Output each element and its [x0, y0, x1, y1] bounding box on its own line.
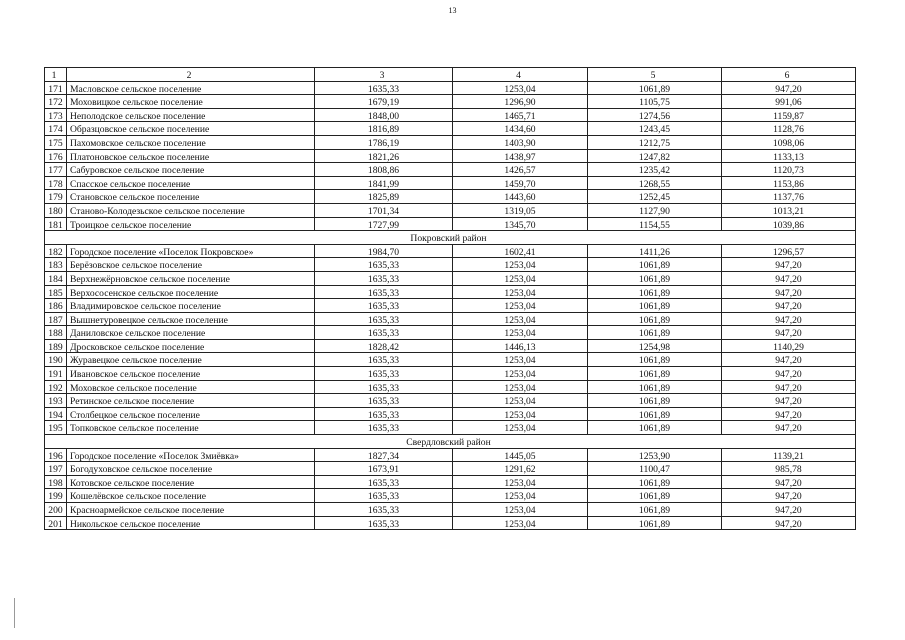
value-col-5: 1061,89 [588, 367, 722, 381]
table-row [45, 285, 856, 299]
value-col-4: 1291,62 [453, 462, 588, 476]
row-number: 193 [45, 394, 67, 408]
settlement-name: Даниловское сельское поселение [67, 326, 315, 340]
value-col-5: 1061,89 [588, 489, 722, 503]
value-col-4: 1403,90 [453, 135, 588, 149]
settlement-name: Вышнетуровецкое сельское поселение [67, 312, 315, 326]
scan-edge-mark [14, 598, 15, 628]
header-cell: 3 [315, 68, 453, 82]
settlement-name: Красноармейское сельское поселение [67, 503, 315, 517]
table-row [45, 258, 856, 272]
settlement-name: Кошелёвское сельское поселение [67, 489, 315, 503]
row-number: 176 [45, 149, 67, 163]
row-number: 184 [45, 271, 67, 285]
row-number: 189 [45, 339, 67, 353]
value-col-4: 1438,97 [453, 149, 588, 163]
value-col-4: 1253,04 [453, 503, 588, 517]
value-col-6: 1137,76 [722, 190, 856, 204]
header-cell: 2 [67, 68, 315, 82]
value-col-5: 1061,89 [588, 81, 722, 95]
value-col-4: 1253,04 [453, 489, 588, 503]
tariff-table [44, 67, 856, 530]
value-col-3: 1635,33 [315, 258, 453, 272]
table-row [45, 380, 856, 394]
value-col-4: 1253,04 [453, 258, 588, 272]
value-col-3: 1848,00 [315, 108, 453, 122]
row-number: 187 [45, 312, 67, 326]
value-col-3: 1635,33 [315, 503, 453, 517]
value-col-3: 1679,19 [315, 95, 453, 109]
value-col-6: 1133,13 [722, 149, 856, 163]
value-col-5: 1127,90 [588, 203, 722, 217]
value-col-6: 947,20 [722, 285, 856, 299]
value-col-6: 947,20 [722, 326, 856, 340]
settlement-name: Платоновское сельское поселение [67, 149, 315, 163]
value-col-3: 1827,34 [315, 448, 453, 462]
value-col-6: 947,20 [722, 81, 856, 95]
value-col-6: 947,20 [722, 489, 856, 503]
settlement-name: Ретинское сельское поселение [67, 394, 315, 408]
settlement-name: Богодуховское сельское поселение [67, 462, 315, 476]
settlement-name: Моховское сельское поселение [67, 380, 315, 394]
settlement-name: Верхососенское сельское поселение [67, 285, 315, 299]
table-row [45, 163, 856, 177]
table-row [45, 421, 856, 435]
value-col-6: 1140,29 [722, 339, 856, 353]
settlement-name: Городское поселение «Поселок Змиёвка» [67, 448, 315, 462]
table-row [45, 407, 856, 421]
table-row [45, 217, 856, 231]
value-col-6: 947,20 [722, 258, 856, 272]
table-row [45, 475, 856, 489]
settlement-name: Столбецкое сельское поселение [67, 407, 315, 421]
table-row [45, 149, 856, 163]
row-number: 178 [45, 176, 67, 190]
table-row [45, 95, 856, 109]
table-row [45, 516, 856, 530]
settlement-name: Моховицкое сельское поселение [67, 95, 315, 109]
value-col-4: 1253,04 [453, 407, 588, 421]
table-row [45, 448, 856, 462]
row-number: 190 [45, 353, 67, 367]
settlement-name: Становское сельское поселение [67, 190, 315, 204]
table-row [45, 462, 856, 476]
row-number: 186 [45, 299, 67, 313]
row-number: 191 [45, 367, 67, 381]
value-col-6: 947,20 [722, 312, 856, 326]
settlement-name: Котовское сельское поселение [67, 475, 315, 489]
value-col-6: 947,20 [722, 380, 856, 394]
settlement-name: Журавецкое сельское поселение [67, 353, 315, 367]
table-row [45, 367, 856, 381]
row-number: 196 [45, 448, 67, 462]
value-col-5: 1243,45 [588, 122, 722, 136]
value-col-4: 1253,04 [453, 367, 588, 381]
value-col-4: 1253,04 [453, 299, 588, 313]
value-col-5: 1252,45 [588, 190, 722, 204]
value-col-6: 1153,86 [722, 176, 856, 190]
value-col-4: 1253,04 [453, 380, 588, 394]
value-col-5: 1061,89 [588, 312, 722, 326]
value-col-3: 1821,26 [315, 149, 453, 163]
value-col-5: 1247,82 [588, 149, 722, 163]
row-number: 180 [45, 203, 67, 217]
table-row [45, 135, 856, 149]
table-row [45, 394, 856, 408]
value-col-6: 947,20 [722, 299, 856, 313]
row-number: 182 [45, 244, 67, 258]
table-row [45, 339, 856, 353]
value-col-4: 1253,04 [453, 271, 588, 285]
value-col-3: 1635,33 [315, 326, 453, 340]
value-col-5: 1061,89 [588, 421, 722, 435]
value-col-6: 947,20 [722, 271, 856, 285]
value-col-5: 1268,55 [588, 176, 722, 190]
row-number: 200 [45, 503, 67, 517]
table-row [45, 503, 856, 517]
value-col-3: 1825,89 [315, 190, 453, 204]
value-col-6: 1159,87 [722, 108, 856, 122]
settlement-name: Пахомовское сельское поселение [67, 135, 315, 149]
value-col-3: 1808,86 [315, 163, 453, 177]
row-number: 188 [45, 326, 67, 340]
row-number: 194 [45, 407, 67, 421]
settlement-name: Неполодское сельское поселение [67, 108, 315, 122]
table-row [45, 108, 856, 122]
row-number: 198 [45, 475, 67, 489]
value-col-5: 1061,89 [588, 353, 722, 367]
table-row [45, 299, 856, 313]
value-col-6: 1296,57 [722, 244, 856, 258]
district-name: Свердловский район [45, 435, 856, 449]
value-col-6: 947,20 [722, 353, 856, 367]
value-col-4: 1253,04 [453, 81, 588, 95]
table-row [45, 176, 856, 190]
value-col-3: 1786,19 [315, 135, 453, 149]
district-row [45, 231, 856, 245]
value-col-3: 1816,89 [315, 122, 453, 136]
settlement-name: Масловское сельское поселение [67, 81, 315, 95]
value-col-4: 1253,04 [453, 394, 588, 408]
value-col-4: 1459,70 [453, 176, 588, 190]
value-col-6: 1098,06 [722, 135, 856, 149]
value-col-5: 1061,89 [588, 326, 722, 340]
value-col-6: 991,06 [722, 95, 856, 109]
header-cell: 6 [722, 68, 856, 82]
value-col-5: 1274,56 [588, 108, 722, 122]
value-col-3: 1673,91 [315, 462, 453, 476]
settlement-name: Образцовское сельское поселение [67, 122, 315, 136]
settlement-name: Никольское сельское поселение [67, 516, 315, 530]
value-col-5: 1061,89 [588, 258, 722, 272]
value-col-4: 1253,04 [453, 326, 588, 340]
value-col-5: 1154,55 [588, 217, 722, 231]
table-row [45, 190, 856, 204]
row-number: 185 [45, 285, 67, 299]
value-col-4: 1253,04 [453, 285, 588, 299]
row-number: 174 [45, 122, 67, 136]
table-row [45, 312, 856, 326]
header-cell: 1 [45, 68, 67, 82]
value-col-3: 1635,33 [315, 285, 453, 299]
value-col-6: 1128,76 [722, 122, 856, 136]
district-row [45, 435, 856, 449]
value-col-3: 1841,99 [315, 176, 453, 190]
settlement-name: Владимировское сельское поселение [67, 299, 315, 313]
value-col-3: 1635,33 [315, 81, 453, 95]
table-row [45, 81, 856, 95]
value-col-4: 1319,05 [453, 203, 588, 217]
settlement-name: Сабуровское сельское поселение [67, 163, 315, 177]
value-col-5: 1235,42 [588, 163, 722, 177]
header-cell: 4 [453, 68, 588, 82]
value-col-6: 947,20 [722, 394, 856, 408]
row-number: 192 [45, 380, 67, 394]
value-col-4: 1253,04 [453, 421, 588, 435]
table-row [45, 122, 856, 136]
value-col-5: 1212,75 [588, 135, 722, 149]
header-cell: 5 [588, 68, 722, 82]
table-row [45, 326, 856, 340]
row-number: 173 [45, 108, 67, 122]
value-col-5: 1061,89 [588, 503, 722, 517]
value-col-4: 1465,71 [453, 108, 588, 122]
value-col-5: 1061,89 [588, 299, 722, 313]
row-number: 172 [45, 95, 67, 109]
value-col-5: 1254,98 [588, 339, 722, 353]
value-col-5: 1061,89 [588, 516, 722, 530]
value-col-5: 1061,89 [588, 271, 722, 285]
settlement-name: Верхнежёрновское сельское поселение [67, 271, 315, 285]
value-col-6: 1013,21 [722, 203, 856, 217]
value-col-3: 1635,33 [315, 516, 453, 530]
value-col-4: 1253,04 [453, 475, 588, 489]
value-col-5: 1411,26 [588, 244, 722, 258]
row-number: 177 [45, 163, 67, 177]
row-number: 181 [45, 217, 67, 231]
settlement-name: Станово-Колодезьское сельское поселение [67, 203, 315, 217]
row-number: 171 [45, 81, 67, 95]
row-number: 195 [45, 421, 67, 435]
value-col-6: 947,20 [722, 475, 856, 489]
row-number: 175 [45, 135, 67, 149]
settlement-name: Городское поселение «Поселок Покровское» [67, 244, 315, 258]
value-col-6: 947,20 [722, 516, 856, 530]
value-col-6: 947,20 [722, 407, 856, 421]
settlement-name: Берёзовское сельское поселение [67, 258, 315, 272]
value-col-4: 1443,60 [453, 190, 588, 204]
settlement-name: Спасское сельское поселение [67, 176, 315, 190]
value-col-3: 1635,33 [315, 312, 453, 326]
value-col-3: 1984,70 [315, 244, 453, 258]
page-number: 13 [448, 6, 457, 15]
settlement-name: Ивановское сельское поселение [67, 367, 315, 381]
value-col-4: 1345,70 [453, 217, 588, 231]
value-col-3: 1635,33 [315, 475, 453, 489]
value-col-4: 1426,57 [453, 163, 588, 177]
value-col-3: 1635,33 [315, 489, 453, 503]
table-header-row [45, 68, 856, 82]
table-body [45, 68, 856, 530]
table-row [45, 353, 856, 367]
value-col-6: 985,78 [722, 462, 856, 476]
value-col-6: 947,20 [722, 367, 856, 381]
row-number: 183 [45, 258, 67, 272]
value-col-5: 1061,89 [588, 380, 722, 394]
value-col-3: 1635,33 [315, 407, 453, 421]
value-col-5: 1105,75 [588, 95, 722, 109]
value-col-4: 1434,60 [453, 122, 588, 136]
settlement-name: Топковское сельское поселение [67, 421, 315, 435]
value-col-6: 1039,86 [722, 217, 856, 231]
value-col-3: 1727,99 [315, 217, 453, 231]
value-col-6: 1120,73 [722, 163, 856, 177]
value-col-4: 1296,90 [453, 95, 588, 109]
table-row [45, 203, 856, 217]
row-number: 199 [45, 489, 67, 503]
value-col-5: 1100,47 [588, 462, 722, 476]
value-col-4: 1253,04 [453, 353, 588, 367]
value-col-3: 1635,33 [315, 299, 453, 313]
value-col-4: 1253,04 [453, 516, 588, 530]
value-col-5: 1061,89 [588, 475, 722, 489]
row-number: 179 [45, 190, 67, 204]
value-col-6: 947,20 [722, 421, 856, 435]
district-name: Покровский район [45, 231, 856, 245]
value-col-6: 1139,21 [722, 448, 856, 462]
value-col-5: 1253,90 [588, 448, 722, 462]
value-col-3: 1701,34 [315, 203, 453, 217]
value-col-4: 1253,04 [453, 312, 588, 326]
value-col-3: 1635,33 [315, 380, 453, 394]
row-number: 197 [45, 462, 67, 476]
value-col-3: 1635,33 [315, 421, 453, 435]
value-col-4: 1602,41 [453, 244, 588, 258]
table-row [45, 271, 856, 285]
value-col-4: 1446,13 [453, 339, 588, 353]
value-col-6: 947,20 [722, 503, 856, 517]
value-col-5: 1061,89 [588, 285, 722, 299]
value-col-3: 1635,33 [315, 367, 453, 381]
settlement-name: Троицкое сельское поселение [67, 217, 315, 231]
value-col-3: 1635,33 [315, 353, 453, 367]
value-col-4: 1445,05 [453, 448, 588, 462]
table-row [45, 489, 856, 503]
value-col-5: 1061,89 [588, 407, 722, 421]
value-col-3: 1828,42 [315, 339, 453, 353]
value-col-3: 1635,33 [315, 271, 453, 285]
settlement-name: Дросковское сельское поселение [67, 339, 315, 353]
row-number: 201 [45, 516, 67, 530]
table-row [45, 244, 856, 258]
value-col-5: 1061,89 [588, 394, 722, 408]
value-col-3: 1635,33 [315, 394, 453, 408]
